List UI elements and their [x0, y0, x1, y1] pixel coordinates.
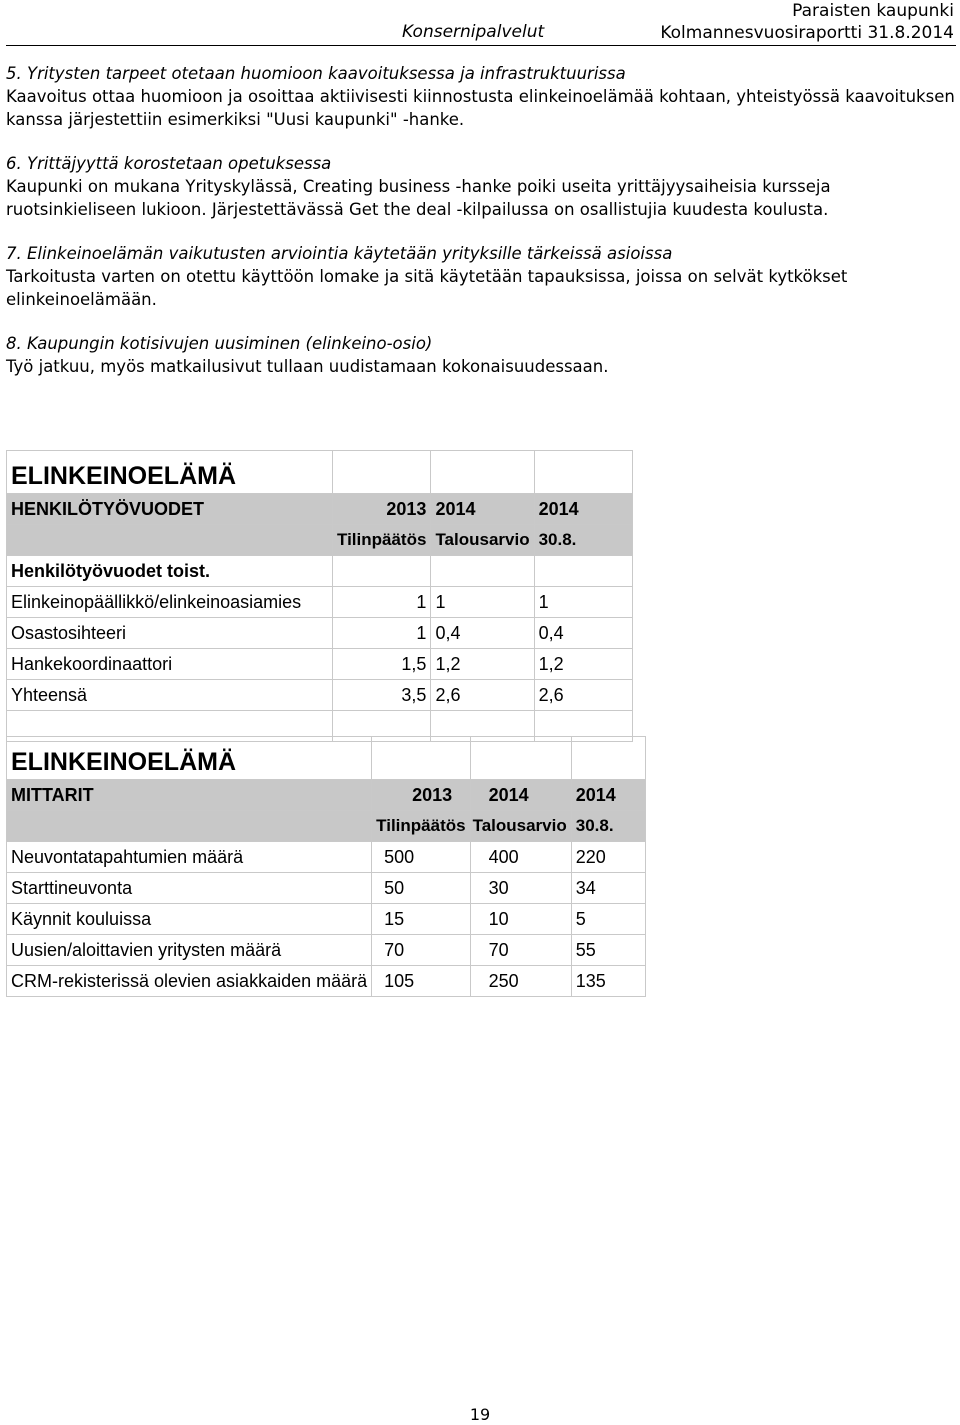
- header-report-title: Kolmannesvuosiraportti 31.8.2014: [660, 23, 954, 43]
- row-label: CRM-rekisterissä olevien asiakkaiden määrä: [7, 966, 372, 997]
- header-city: Paraisten kaupunki: [792, 1, 954, 21]
- header-report-info: [660, 0, 954, 44]
- col-year: 2014: [431, 494, 534, 525]
- header-department: Konsernipalvelut: [402, 22, 545, 42]
- col-year: 2014: [571, 780, 645, 811]
- row-label: Elinkeinopäällikkö/elinkeinoasiamies: [7, 587, 333, 618]
- cell-value: 1: [534, 587, 632, 618]
- cell-value: 250: [470, 966, 571, 997]
- row-label: Starttineuvonta: [7, 873, 372, 904]
- cell-value: 3,5: [333, 680, 431, 711]
- cell-value: 2,6: [534, 680, 632, 711]
- cell-value: 105: [372, 966, 470, 997]
- col-type: 30.8.: [571, 811, 645, 842]
- table-row: [7, 966, 646, 997]
- cell-value: 1,5: [333, 649, 431, 680]
- cell-value: 1: [333, 587, 431, 618]
- col-year: 2013: [333, 494, 431, 525]
- col-type: Tilinpäätös: [333, 525, 431, 556]
- cell-value: 400: [470, 842, 571, 873]
- col-year: 2013: [372, 780, 470, 811]
- row-label: Käynnit kouluissa: [7, 904, 372, 935]
- table-heading: ELINKEINOELÄMÄ: [7, 451, 333, 494]
- cell-value: 0,4: [431, 618, 534, 649]
- cell-value: 220: [571, 842, 645, 873]
- cell-value: 135: [571, 966, 645, 997]
- cell-value: 2,6: [431, 680, 534, 711]
- section-body: Tarkoitusta varten on otettu käyttöön lomake ja sitä käytetään tapauksissa, joissa on selvät kytkökset elinkeinoelämään.: [6, 267, 848, 309]
- col-type: Talousarvio: [431, 525, 534, 556]
- row-label: Yhteensä: [7, 680, 333, 711]
- table-row: [7, 873, 646, 904]
- table-row: [7, 587, 633, 618]
- col-type: 30.8.: [534, 525, 632, 556]
- metrics-table: [6, 736, 646, 997]
- cell-value: 10: [470, 904, 571, 935]
- col-type: Talousarvio: [470, 811, 571, 842]
- group-label: Henkilötyövuodet toist.: [7, 556, 333, 587]
- table-row: [7, 904, 646, 935]
- goal-sections: [6, 62, 956, 399]
- table-subheading: MITTARIT: [7, 780, 372, 811]
- row-label: Uusien/aloittavien yritysten määrä: [7, 935, 372, 966]
- section-body: Työ jatkuu, myös matkailusivut tullaan uudistamaan kokonaisuudessaan.: [6, 357, 609, 376]
- cell-value: 70: [372, 935, 470, 966]
- person-years-table: [6, 450, 633, 742]
- table-row: [7, 680, 633, 711]
- table-row: [7, 649, 633, 680]
- cell-value: 1,2: [431, 649, 534, 680]
- col-year: 2014: [470, 780, 571, 811]
- row-label: Hankekoordinaattori: [7, 649, 333, 680]
- cell-value: 500: [372, 842, 470, 873]
- section-title: 6. Yrittäjyyttä korostetaan opetuksessa: [6, 154, 332, 173]
- section-8: [6, 332, 956, 378]
- cell-value: 30: [470, 873, 571, 904]
- row-label: Osastosihteeri: [7, 618, 333, 649]
- cell-value: 5: [571, 904, 645, 935]
- page-number: 19: [469, 1405, 491, 1424]
- table-subheading: HENKILÖTYÖVUODET: [7, 494, 333, 525]
- cell-value: 1: [333, 618, 431, 649]
- section-title: 7. Elinkeinoelämän vaikutusten arviointia käytetään yrityksille tärkeissä asioissa: [6, 244, 673, 263]
- table-row: [7, 935, 646, 966]
- cell-value: 0,4: [534, 618, 632, 649]
- section-6: [6, 152, 956, 221]
- section-title: 5. Yritysten tarpeet otetaan huomioon kaavoituksessa ja infrastruktuurissa: [6, 64, 626, 83]
- section-body: Kaavoitus ottaa huomioon ja osoittaa aktiivisesti kiinnostusta elinkeinoelämää kohtaan, yhteistyössä kaavoituksen kanssa järjestettiin esimerkiksi "Uusi kaupunki" -hanke.: [6, 87, 955, 129]
- cell-value: 55: [571, 935, 645, 966]
- table-row: [7, 618, 633, 649]
- cell-value: 50: [372, 873, 470, 904]
- section-5: [6, 62, 956, 131]
- table-row: [7, 842, 646, 873]
- col-type: Tilinpäätös: [372, 811, 470, 842]
- section-title: 8. Kaupungin kotisivujen uusiminen (elinkeino-osio): [6, 334, 433, 353]
- section-body: Kaupunki on mukana Yrityskylässä, Creating business -hanke poiki useita yrittäjyysaiheisia kursseja ruotsinkieliseen lukioon. Järjestettävässä Get the deal -kilpailussa on osallistujia kuudesta koulusta.: [6, 177, 831, 219]
- cell-value: 70: [470, 935, 571, 966]
- cell-value: 1: [431, 587, 534, 618]
- cell-value: 15: [372, 904, 470, 935]
- header-divider: [6, 45, 956, 46]
- cell-value: 1,2: [534, 649, 632, 680]
- table-heading: ELINKEINOELÄMÄ: [7, 737, 372, 780]
- row-label: Neuvontatapahtumien määrä: [7, 842, 372, 873]
- col-year: 2014: [534, 494, 632, 525]
- cell-value: 34: [571, 873, 645, 904]
- section-7: [6, 242, 956, 311]
